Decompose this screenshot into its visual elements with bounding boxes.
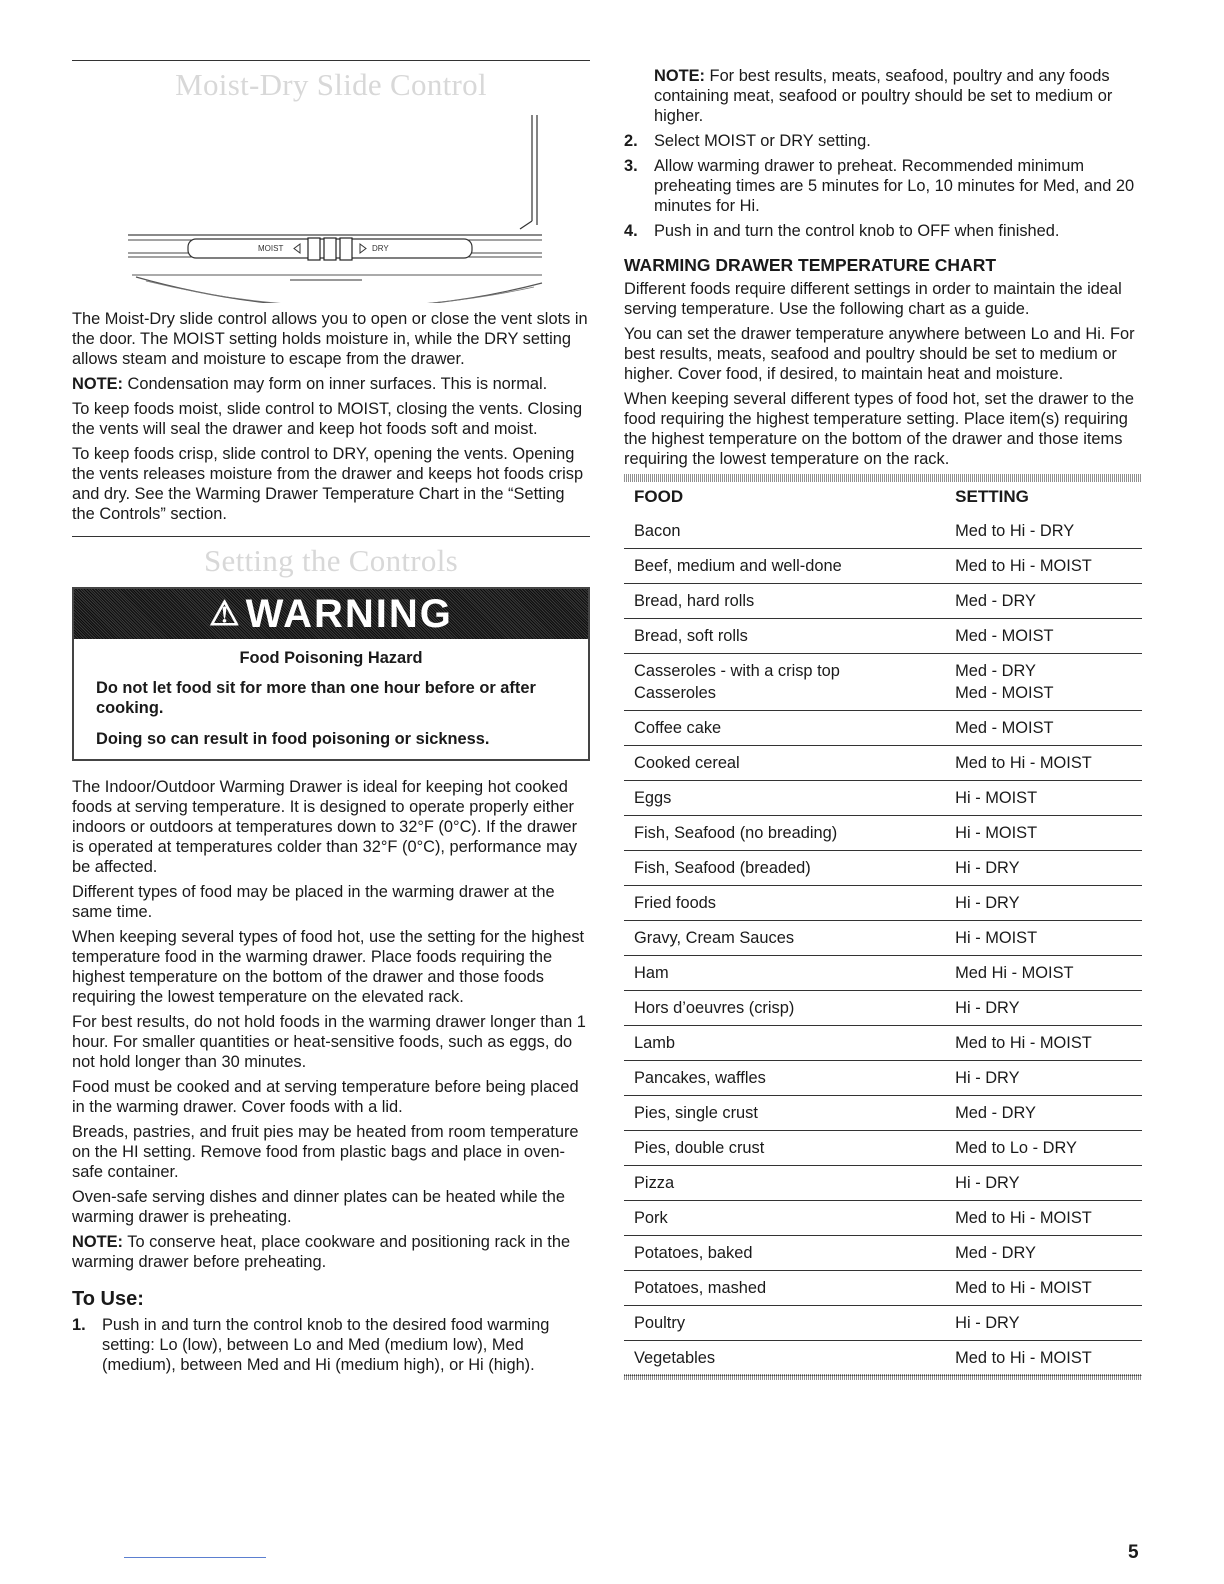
table-row [624, 1236, 1142, 1271]
temperature-chart-heading: WARMING DRAWER TEMPERATURE CHART [624, 255, 997, 275]
moist-dry-paragraphs-1 [72, 309, 590, 369]
step-number: 1. [72, 1316, 86, 1334]
table-header-row [624, 482, 1142, 514]
setting-cell: Hi - DRY [945, 1166, 1142, 1201]
header-setting: SETTING [955, 487, 1029, 506]
note-text: For best results, meats, seafood, poultry and any foods containing meat, seafood or poultry should be set to medium or higher. [654, 67, 1113, 125]
food-cell: Pies, double crust [624, 1131, 945, 1166]
note-label: NOTE: [654, 67, 705, 85]
food-cell: Pies, single crust [624, 1096, 945, 1131]
table-row [624, 1026, 1142, 1061]
step-item [72, 1315, 590, 1375]
temperature-chart-table [624, 482, 1142, 1376]
warning-box [72, 587, 590, 761]
setting-controls-paragraphs [72, 777, 590, 1227]
food-cell: Cooked cereal [624, 746, 945, 781]
slide-control-illustration [72, 103, 590, 303]
setting-cell: Med - DRY [945, 1096, 1142, 1131]
food-cell: Fried foods [624, 886, 945, 921]
note-conserve-heat [72, 1232, 590, 1272]
table-row [624, 851, 1142, 886]
section-title-setting-controls: Setting the Controls [204, 543, 458, 578]
setting-cell: Med to Hi - MOIST [945, 549, 1142, 584]
note-condensation [72, 374, 590, 394]
food-cell: Bread, hard rolls [624, 584, 945, 619]
step-text: Push in and turn the control knob to the desired food warming setting: Lo (low), between Lo and Med (medium low), Med (medium), between Med and Hi (medium high), or Hi (high). [102, 1316, 550, 1374]
warning-word: WARNING [245, 591, 453, 636]
table-row [624, 1306, 1142, 1341]
paragraph: When keeping several different types of food hot, set the drawer to the food requiring the highest temperature setting. Place item(s) requiring the highest temperature on the bottom of the drawer and those items requiring the lowest temperature on the rack. [624, 390, 1134, 468]
table-row [624, 956, 1142, 991]
note-text: Condensation may form on inner surfaces. This is normal. [123, 375, 548, 393]
table-top-border [624, 474, 1142, 482]
warning-title [209, 592, 453, 637]
step-text: Push in and turn the control knob to OFF when finished. [654, 222, 1060, 240]
food-cell: Poultry [624, 1306, 945, 1341]
paragraph: Different foods require different settings in order to maintain the ideal serving temperature. Use the following chart as a guide. [624, 280, 1122, 318]
footer-line [124, 1557, 266, 1558]
table-row [624, 1341, 1142, 1376]
setting-cell: Med to Hi - MOIST [945, 746, 1142, 781]
paragraph: You can set the drawer temperature anywhere between Lo and Hi. For best results, meats, seafood and poultry should be set to medium or higher. Cover food, if desired, to maintain heat and moisture. [624, 325, 1135, 383]
food-cell: Gravy, Cream Sauces [624, 921, 945, 956]
food-cell: Ham [624, 956, 945, 991]
setting-cell: Med - DRY [945, 1236, 1142, 1271]
to-use-heading: To Use: [72, 1288, 144, 1310]
table-bottom-border [624, 1374, 1142, 1380]
setting-cell: Med Hi - MOIST [945, 956, 1142, 991]
food-cell: Pizza [624, 1166, 945, 1201]
food-cell: Potatoes, baked [624, 1236, 945, 1271]
header-food: FOOD [634, 487, 684, 506]
food-cell: Fish, Seafood (no breading) [624, 816, 945, 851]
table-row [624, 514, 1142, 549]
moist-dry-paragraphs-2 [72, 399, 590, 524]
table-row [624, 711, 1142, 746]
paragraph: For best results, do not hold foods in the warming drawer longer than 1 hour. For smaller quantities or heat-sensitive foods, such as eggs, do not hold longer than 30 minutes. [72, 1013, 586, 1071]
paragraph: The Indoor/Outdoor Warming Drawer is ideal for keeping hot cooked foods at serving temperature. It is designed to operate properly either indoors or outdoors at temperatures down to 32°F (0°C). If the drawer is operated at temperatures colder than 32°F (0°C), performance may be affected. [72, 778, 578, 876]
table-row [624, 549, 1142, 584]
table-row [624, 1131, 1142, 1166]
step-number: 4. [624, 222, 638, 240]
slide-control-drawing [72, 103, 590, 303]
table-row [624, 1271, 1142, 1306]
warning-line-1: Do not let food sit for more than one hour before or after cooking. [96, 679, 536, 717]
table-row [624, 1061, 1142, 1096]
step-item [624, 221, 1142, 241]
paragraph: The Moist-Dry slide control allows you to open or close the vent slots in the door. The MOIST setting holds moisture in, while the DRY setting allows steam and moisture to escape from the drawer. [72, 310, 588, 368]
step-item [624, 156, 1142, 216]
food-cell: Bread, soft rolls [624, 619, 945, 654]
setting-cell: Hi - DRY [945, 886, 1142, 921]
setting-cell: Hi - MOIST [945, 816, 1142, 851]
table-row [624, 746, 1142, 781]
step-number: 3. [624, 157, 638, 175]
food-cell: Potatoes, mashed [624, 1271, 945, 1306]
table-row [624, 1166, 1142, 1201]
food-cell: Eggs [624, 781, 945, 816]
food-cell: Fish, Seafood (breaded) [624, 851, 945, 886]
section-rule [72, 536, 590, 537]
setting-cell: Hi - MOIST [945, 781, 1142, 816]
table-row [624, 584, 1142, 619]
food-cell: Coffee cake [624, 711, 945, 746]
paragraph: To keep foods moist, slide control to MOIST, closing the vents. Closing the vents will seal the drawer and keep hot foods soft and moist. [72, 400, 583, 438]
moist-label: MOIST [258, 244, 284, 253]
steps-list-right [624, 131, 1142, 241]
setting-cell: Med - MOIST [945, 619, 1142, 654]
right-column [624, 66, 1142, 1380]
table-row [624, 991, 1142, 1026]
food-cell: Hors d’oeuvres (crisp) [624, 991, 945, 1026]
setting-cell: Med to Hi - MOIST [945, 1201, 1142, 1236]
left-column [72, 60, 590, 1380]
table-body [624, 514, 1142, 1376]
table-row [624, 781, 1142, 816]
warning-header [74, 589, 588, 639]
setting-cell: Hi - DRY [945, 1061, 1142, 1096]
step-text: Allow warming drawer to preheat. Recommended minimum preheating times are 5 minutes for Lo, 10 minutes for Med, and 20 minutes for Hi. [654, 157, 1135, 215]
warning-line-2: Doing so can result in food poisoning or sickness. [96, 730, 490, 748]
step-text: Select MOIST or DRY setting. [654, 132, 871, 150]
setting-cell: Hi - MOIST [945, 921, 1142, 956]
note-label: NOTE: [72, 1233, 123, 1251]
food-cell: Lamb [624, 1026, 945, 1061]
table-row [624, 921, 1142, 956]
note-meats [624, 66, 1142, 126]
steps-list-left [72, 1315, 590, 1375]
table-row [624, 1201, 1142, 1236]
chart-intro-paragraphs [624, 279, 1142, 469]
hazard-title: Food Poisoning Hazard [239, 649, 423, 667]
setting-cell: Hi - DRY [945, 1306, 1142, 1341]
step-number: 2. [624, 132, 638, 150]
setting-cell: Med - DRY [945, 584, 1142, 619]
paragraph: Breads, pastries, and fruit pies may be heated from room temperature on the HI setting. Remove food from plastic bags and place in oven-safe container. [72, 1123, 579, 1181]
table-row [624, 886, 1142, 921]
food-cell: Pork [624, 1201, 945, 1236]
section-rule [72, 60, 590, 61]
warning-triangle-icon: ⚠ [209, 595, 242, 633]
warning-body [74, 639, 588, 759]
step-item [624, 131, 1142, 151]
setting-cell: Med to Hi - MOIST [945, 1271, 1142, 1306]
paragraph: Oven-safe serving dishes and dinner plates can be heated while the warming drawer is preheating. [72, 1188, 565, 1226]
food-cell: Vegetables [624, 1341, 945, 1376]
setting-cell: Med - MOIST [945, 711, 1142, 746]
paragraph: To keep foods crisp, slide control to DRY, opening the vents. Opening the vents releases moisture from the drawer and keeps hot foods crisp and dry. See the Warming Drawer Temperature Chart in the “Setting the Controls” section. [72, 445, 584, 523]
table-row [624, 654, 1142, 711]
section-title-moist-dry: Moist-Dry Slide Control [175, 67, 487, 102]
table-row [624, 619, 1142, 654]
note-text: To conserve heat, place cookware and positioning rack in the warming drawer before preheating. [72, 1233, 571, 1271]
setting-cell: Hi - DRY [945, 991, 1142, 1026]
paragraph: When keeping several types of food hot, use the setting for the highest temperature food in the warming drawer. Place foods requiring the highest temperature on the bottom of the drawer and those foods requiring the lowest temperature on the elevated rack. [72, 928, 585, 1006]
note-label: NOTE: [72, 375, 123, 393]
paragraph: Food must be cooked and at serving temperature before being placed in the warming drawer. Cover foods with a lid. [72, 1078, 579, 1116]
setting-cell: Med to Lo - DRY [945, 1131, 1142, 1166]
setting-cell: Med to Hi - MOIST [945, 1341, 1142, 1376]
food-cell: Beef, medium and well-done [624, 549, 945, 584]
setting-cell: Med - DRY Med - MOIST [945, 654, 1142, 711]
food-cell: Bacon [624, 514, 945, 549]
table-row [624, 1096, 1142, 1131]
food-cell: Casseroles - with a crisp top Casseroles [624, 654, 945, 711]
food-cell: Pancakes, waffles [624, 1061, 945, 1096]
setting-cell: Hi - DRY [945, 851, 1142, 886]
setting-cell: Med to Hi - MOIST [945, 1026, 1142, 1061]
dry-label: DRY [372, 244, 389, 253]
paragraph: Different types of food may be placed in the warming drawer at the same time. [72, 883, 555, 921]
table-row [624, 816, 1142, 851]
page-number: 5 [1128, 1542, 1139, 1563]
setting-cell: Med to Hi - DRY [945, 514, 1142, 549]
